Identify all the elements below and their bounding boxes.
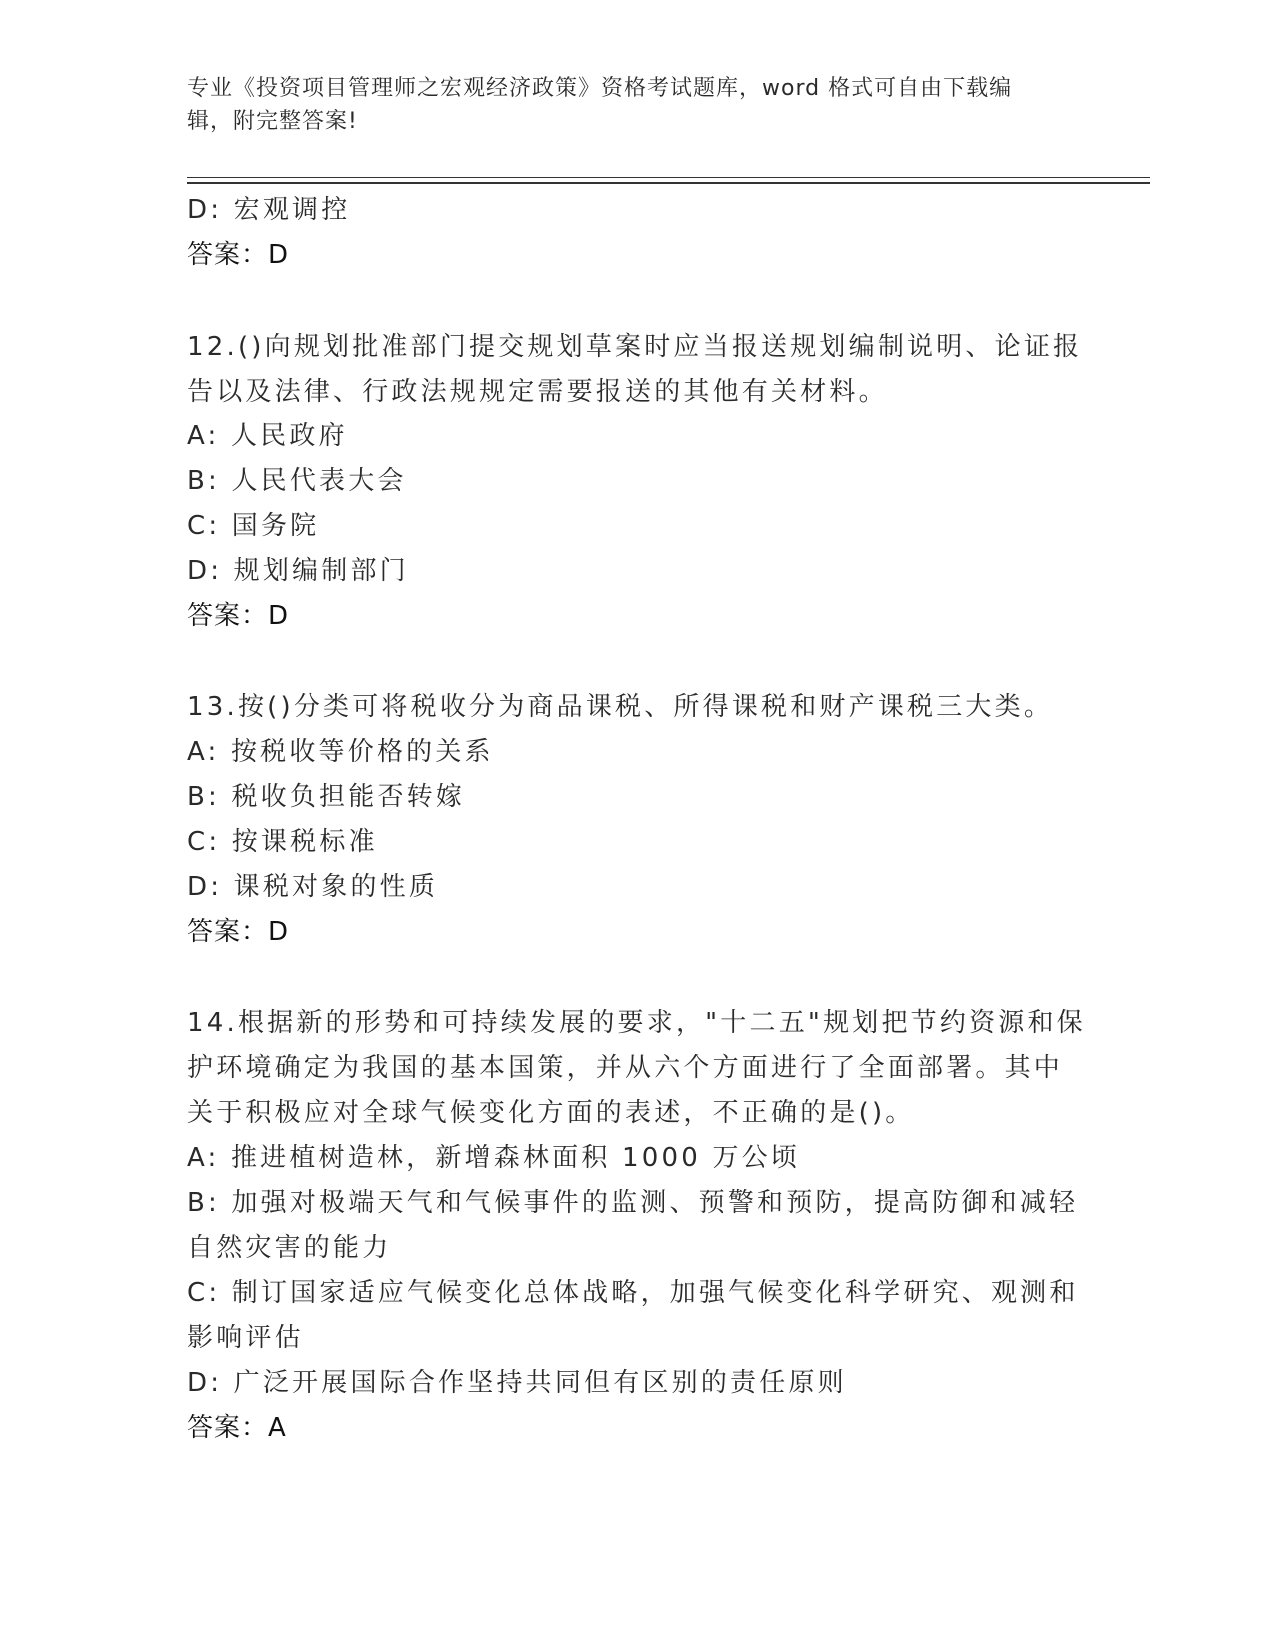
header-rule-thick bbox=[187, 182, 1150, 184]
q14-stem-line-3: 关于积极应对全球气候变化方面的表述，不正确的是()。 bbox=[187, 1098, 915, 1128]
q14-option-c-line-2: 影响评估 bbox=[187, 1323, 304, 1353]
q12-stem-line-2: 告以及法律、行政法规规定需要报送的其他有关材料。 bbox=[187, 377, 888, 407]
q14-option-a: A: 推进植树造林，新增森林面积 1000 万公顷 bbox=[187, 1143, 801, 1173]
q13-stem-line-1: 13.按()分类可将税收分为商品课税、所得课税和财产课税三大类。 bbox=[187, 692, 1054, 722]
header-line-1: 专业《投资项目管理师之宏观经济政策》资格考试题库，word 格式可自由下载编 bbox=[187, 76, 1013, 101]
q14-option-b-line-1: B: 加强对极端天气和气候事件的监测、预警和预防，提高防御和减轻 bbox=[187, 1188, 1079, 1218]
q12-stem-line-1: 12.()向规划批准部门提交规划草案时应当报送规划编制说明、论证报 bbox=[187, 332, 1083, 362]
q14-option-c-line-1: C: 制订国家适应气候变化总体战略，加强气候变化科学研究、观测和 bbox=[187, 1278, 1079, 1308]
q14-answer: 答案：A bbox=[187, 1413, 287, 1443]
q14-option-d: D: 广泛开展国际合作坚持共同但有区别的责任原则 bbox=[187, 1368, 847, 1398]
q13-option-c: C: 按课税标准 bbox=[187, 827, 378, 857]
prev-option-d: D: 宏观调控 bbox=[187, 195, 351, 225]
q12-option-b: B: 人民代表大会 bbox=[187, 466, 407, 496]
header-rule-thin bbox=[187, 177, 1150, 178]
q12-option-a: A: 人民政府 bbox=[187, 421, 348, 451]
q13-option-a: A: 按税收等价格的关系 bbox=[187, 737, 494, 767]
header-line-2: 辑，附完整答案! bbox=[187, 109, 358, 134]
q12-answer: 答案：D bbox=[187, 601, 290, 631]
q13-answer: 答案：D bbox=[187, 917, 290, 947]
q14-stem-line-1: 14.根据新的形势和可持续发展的要求，"十二五"规划把节约资源和保 bbox=[187, 1008, 1086, 1038]
q13-option-d: D: 课税对象的性质 bbox=[187, 872, 439, 902]
prev-answer: 答案：D bbox=[187, 240, 290, 270]
q12-option-d: D: 规划编制部门 bbox=[187, 556, 409, 586]
document-header bbox=[187, 72, 1067, 138]
q13-option-b: B: 税收负担能否转嫁 bbox=[187, 782, 466, 812]
q14-option-b-line-2: 自然灾害的能力 bbox=[187, 1233, 392, 1263]
q14-stem-line-2: 护环境确定为我国的基本国策，并从六个方面进行了全面部署。其中 bbox=[187, 1053, 1064, 1083]
q12-option-c: C: 国务院 bbox=[187, 511, 320, 541]
